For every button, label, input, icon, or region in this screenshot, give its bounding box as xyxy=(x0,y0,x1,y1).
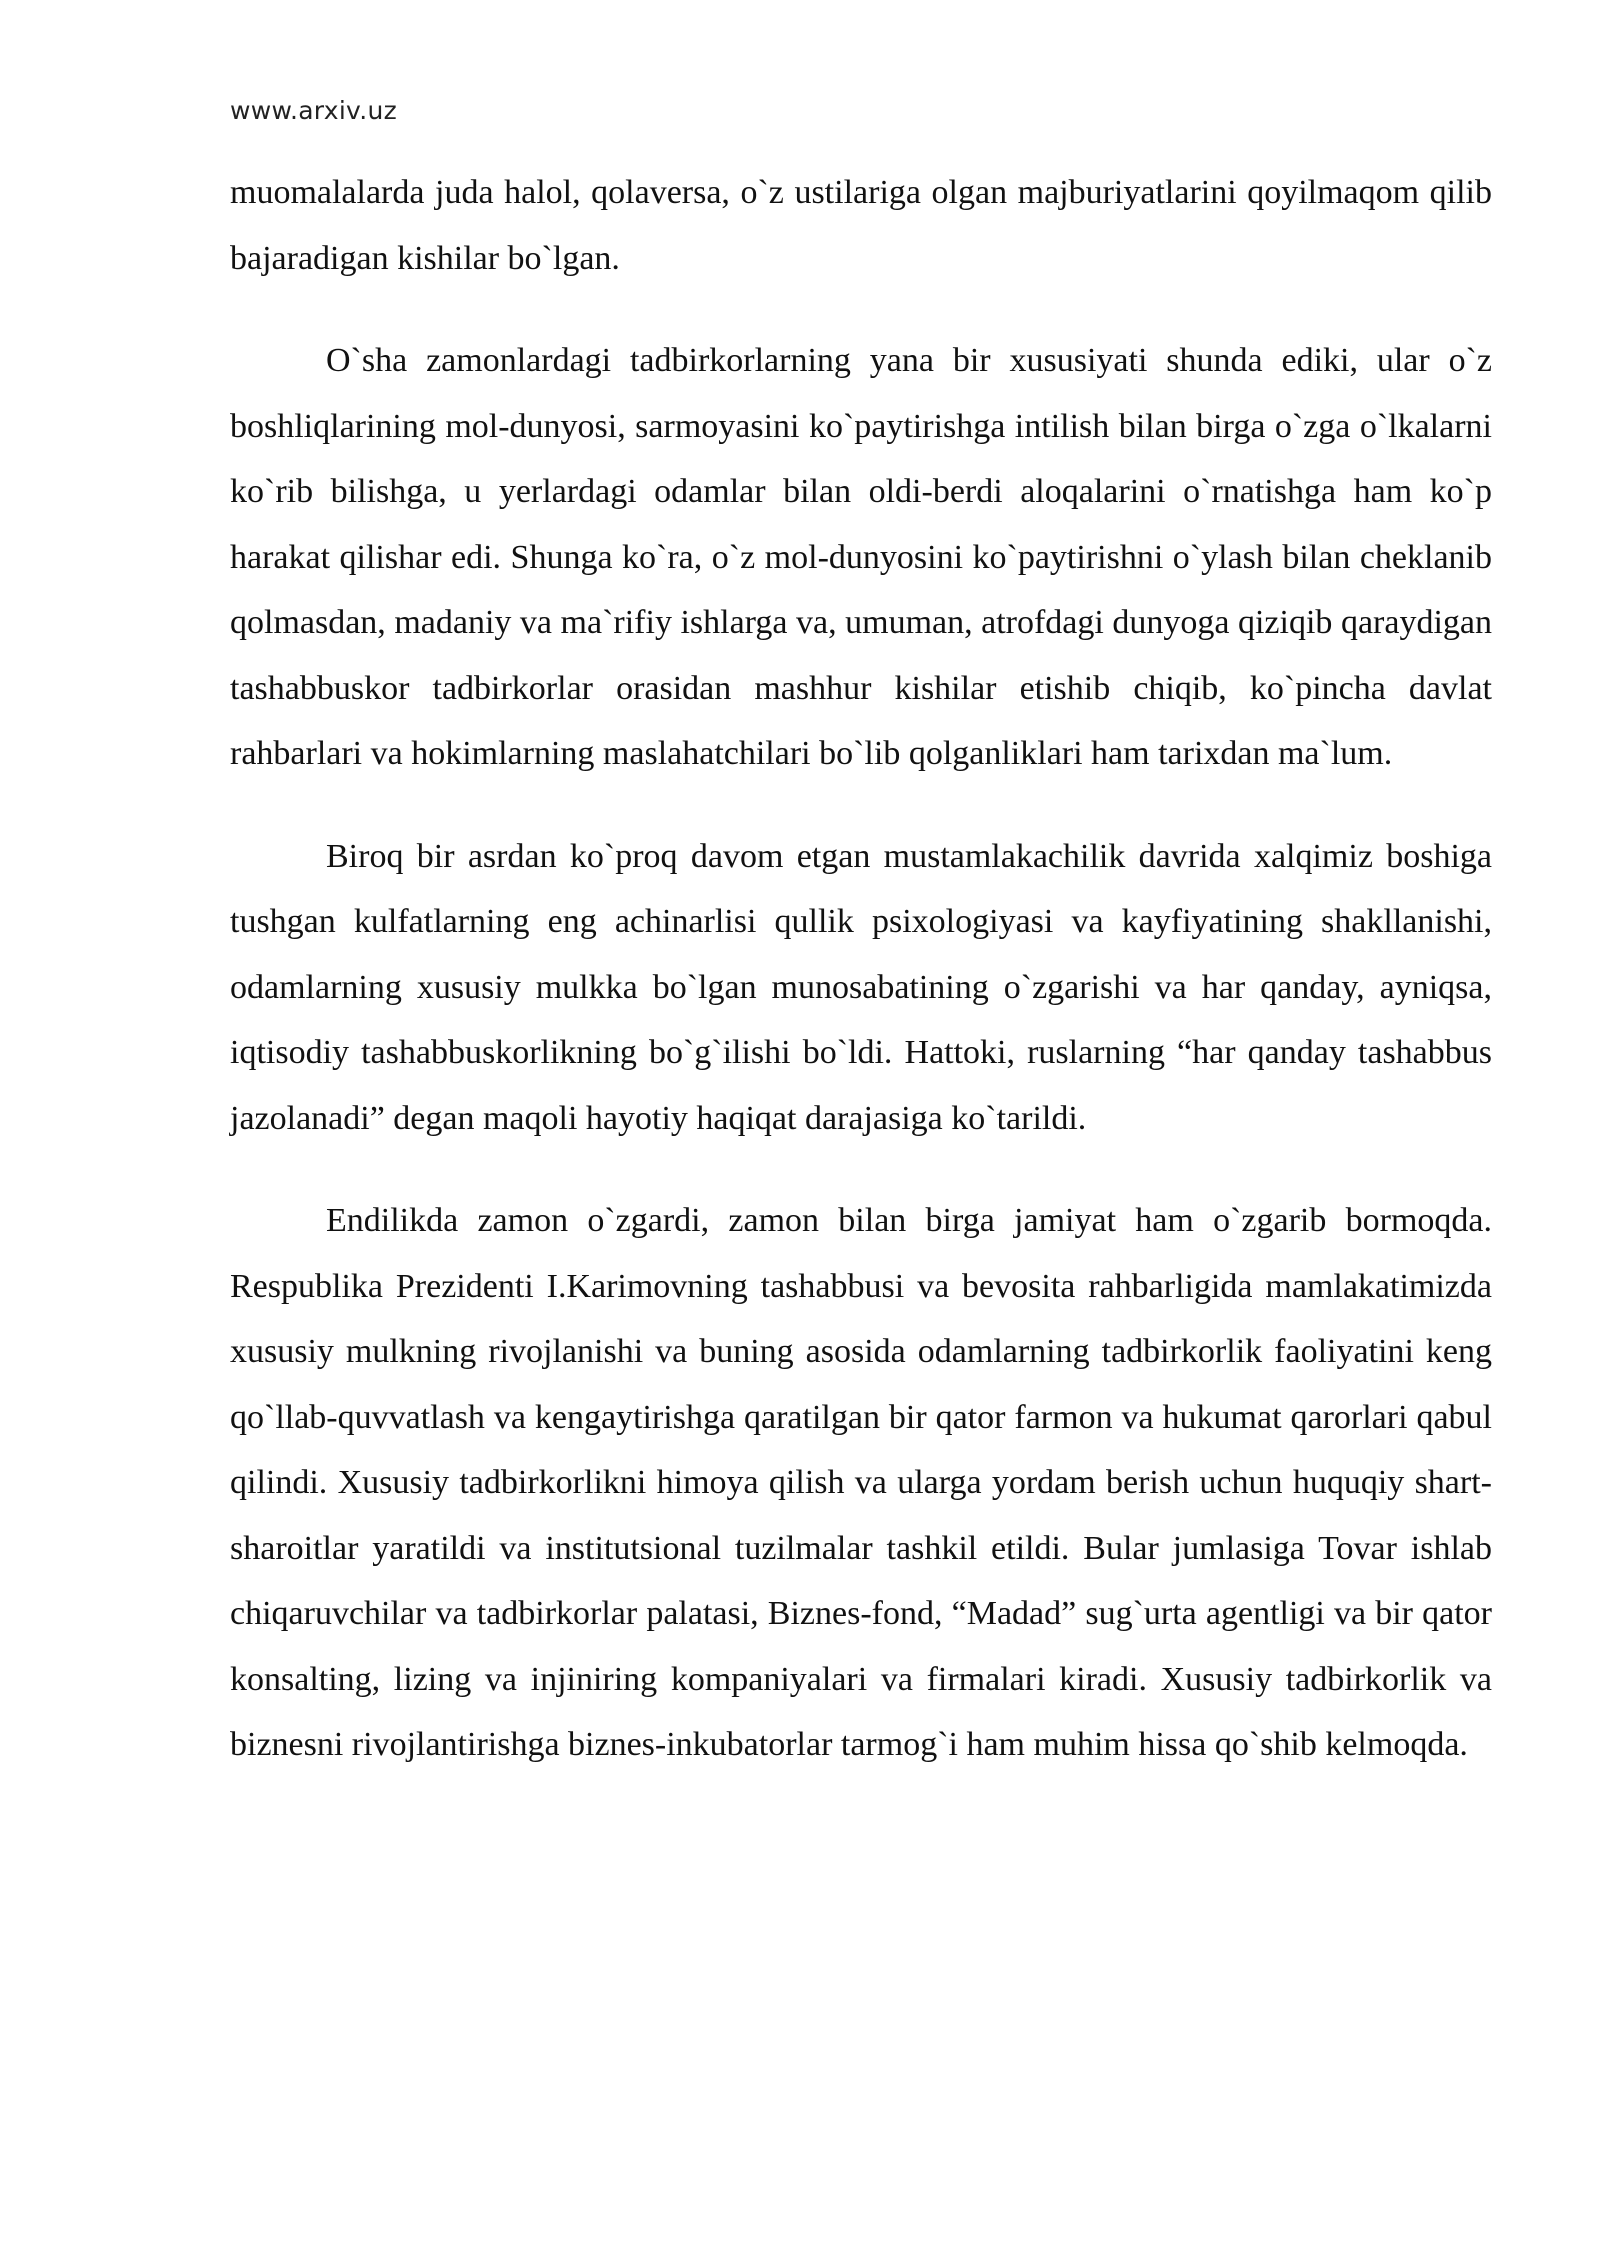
paragraph-colonial-period: Biroq bir asrdan ko`proq davom etgan mustamlakachilik davrida xalqimiz boshiga tushgan kulfatlarning eng achinarlisi qullik psixologiyasi va kayfiyatining shakllanishi, odamlarning xususiy mulkka bo`lgan munosabatining o`zgarishi va har qanday, ayniqsa, iqtisodiy tashabbuskorlikning bo`g`ilishi bo`ldi. Hattoki, ruslarning “har qanday tashabbus jazolanadi” degan maqoli hayotiy haqiqat darajasiga ko`tarildi. xyxy=(230,837,1492,1137)
paragraph-entrepreneurs-history: O`sha zamonlardagi tadbirkorlarning yana bir xususiyati shunda ediki, ular o`z boshliqlarining mol-dunyosi, sarmoyasini ko`paytirishga intilish bilan birga o`zga o`lkalarni ko`rib bilishga, u yerlardagi odamlar bilan oldi-berdi aloqalarini o`rnatishga ham ko`p harakat qilishar edi. Shunga ko`ra, o`z mol-dunyosini ko`paytirishni o`ylash bilan cheklanib qolmasdan, madaniy va ma`rifiy ishlarga va, umuman, atrofdagi dunyoga qiziqib qaraydigan tashabbuskor tadbirkorlar orasidan mashhur kishilar etishib chiqib, ko`pincha davlat rahbarlari va hokimlarning maslahatchilari bo`lib qolganliklari ham tarixdan ma`lum. xyxy=(230,342,1492,772)
paragraph-modern-reforms: Endilikda zamon o`zgardi, zamon bilan birga jamiyat ham o`zgarib bormoqda. Respublika Prezidenti I.Karimovning tashabbusi va bevosita rahbarligida mamlakatimizda xususiy mulkning rivojlanishi va buning asosida odamlarning tadbirkorlik faoliyatini keng qo`llab-quvvatlash va kengaytirishga qaratilgan bir qator farmon va hukumat qarorlari qabul qilindi. Xususiy tadbirkorlikni himoya qilish va ularga yordam berish uchun huquqiy shart-sharoitlar yaratildi va institutsional tuzilmalar tashkil etildi. Bular jumlasiga Tovar ishlab chiqaruvchilar va tadbirkorlar palatasi, Biznes-fond, “Madad” sug`urta agentligi va bir qator konsalting, lizing va injiniring kompaniyalari va firmalari kiradi. Xususiy tadbirkorlik va biznesni rivojlantirishga biznes-inkubatorlar tarmog`i ham muhim hissa qo`shib kelmoqda. xyxy=(230,1202,1492,1763)
document-body xyxy=(230,160,1492,1778)
paragraph-continuation: muomalalarda juda halol, qolaversa, o`z ustilariga olgan majburiyatlarini qoyilmaqom qilib bajaradigan kishilar bo`lgan. xyxy=(230,174,1492,277)
source-url: www.arxiv.uz xyxy=(230,96,398,125)
